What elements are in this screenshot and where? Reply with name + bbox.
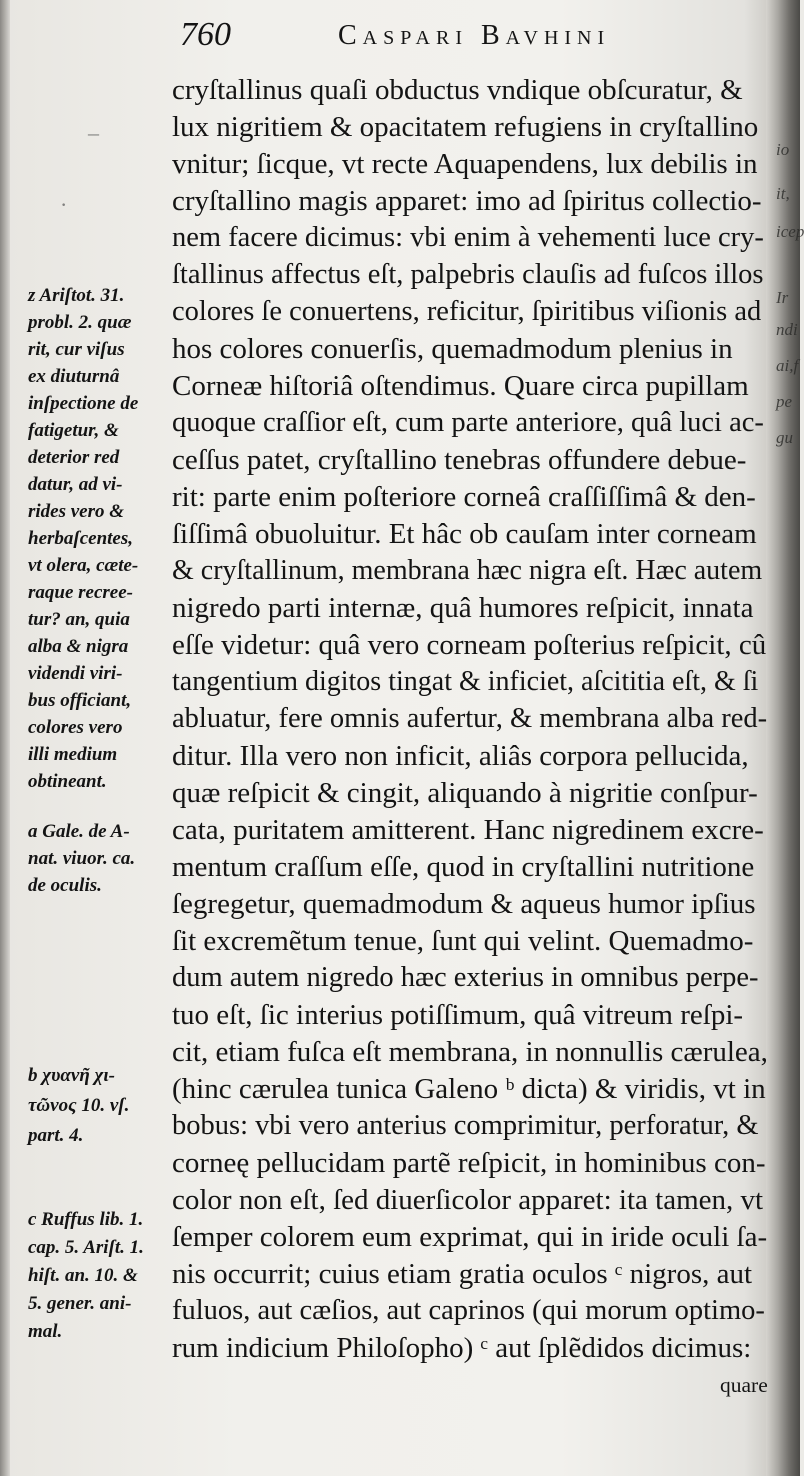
text-line: quæ reſpicit & cingit, aliquando à nigritie conſpur- — [172, 777, 758, 809]
text-line: lux nigritiem & opacitatem refugiens in cryſtallino — [172, 111, 759, 143]
text-line: nis occurrit; cuius etiam gratia oculos ᶜ nigros, aut — [172, 1258, 753, 1290]
margin-note-line: b χυανῆ χι- — [28, 1065, 115, 1086]
text-line: ſiſſimâ obuoluitur. Et hâc ob cauſam inter corneam — [172, 518, 757, 550]
text-line: ſit excremẽtum tenue, ſunt qui velint. Quemadmo- — [172, 925, 754, 957]
text-line: vnitur; ſicque, vt recte Aquapendens, lux debilis in — [172, 148, 758, 180]
text-line: ditur. Illa vero non inficit, aliâs corpora pellucida, — [172, 740, 749, 772]
text-line: & cryſtallinum, membrana hæc nigra eſt. Hæc autem — [172, 555, 763, 586]
margin-note-line: deterior red — [28, 447, 120, 468]
margin-note-line: probl. 2. quæ — [28, 312, 132, 333]
margin-note-line: 5. gener. ani- — [28, 1293, 132, 1314]
text-line: quoque craſſior eſt, cum parte anteriore, quâ luci ac- — [172, 407, 764, 438]
ink-speck: – — [88, 120, 99, 145]
text-line: fuluos, aut cæſios, aut caprinos (qui morum optimo- — [172, 1295, 765, 1326]
text-line: dum autem nigredo hæc exterius in omnibus perpe- — [172, 962, 759, 993]
page-header — [180, 14, 765, 62]
margin-note-line: colores vero — [28, 717, 123, 738]
margin-note-line: illi medium — [28, 744, 118, 765]
facing-page-fragment: pe — [776, 392, 793, 411]
ink-speck: · — [60, 192, 68, 217]
facing-page-fragment: icep — [776, 222, 804, 241]
facing-page-fragment: it, — [776, 184, 790, 203]
margin-note-line: bus officiant, — [28, 690, 132, 711]
margin-note-line: obtineant. — [28, 771, 107, 792]
facing-page-fragment: ndi — [776, 320, 798, 339]
text-line: Corneæ hiſtoriâ oſtendimus. Quare circa pupillam — [172, 370, 749, 402]
margin-note-line: de oculis. — [28, 875, 102, 896]
text-line: cit, etiam fuſca eſt membrana, in nonnullis cærulea, — [172, 1036, 768, 1068]
text-line: corneę pellucidam partẽ reſpicit, in hominibus con- — [172, 1147, 766, 1179]
margin-note-line: a Gale. de A- — [28, 821, 130, 842]
margin-note-line: rit, cur viſus — [28, 339, 125, 360]
margin-note-line: videndi viri- — [28, 663, 123, 684]
text-line: hos colores conuerſis, quemadmodum plenius in — [172, 333, 733, 365]
margin-note-line: cap. 5. Ariſt. 1. — [28, 1237, 144, 1258]
text-line: ſtallinus affectus eſt, palpebris clauſis ad fuſcos illos — [172, 259, 764, 290]
text-line: tangentium digitos tingat & inficiet, aſcititia eſt, & ſi — [172, 666, 759, 697]
text-line: rit: parte enim poſteriore corneâ craſſiſſimâ & den- — [172, 481, 756, 513]
margin-note-line: raque recree- — [28, 582, 133, 603]
text-line: color non eſt, ſed diuerſicolor apparet: ita tamen, vt — [172, 1184, 764, 1216]
text-line: nigredo parti internæ, quâ humores reſpicit, innata — [172, 592, 754, 624]
margin-note-line: vt olera, cæte- — [28, 555, 139, 576]
text-line: cata, puritatem amitterent. Hanc nigredinem excre- — [172, 814, 764, 846]
catchword: quare — [720, 1373, 768, 1397]
running-head: Caspari Bavhini — [338, 20, 611, 51]
text-line: ſemper colorem eum exprimat, qui in iride oculi ſa- — [172, 1221, 768, 1253]
binding-shadow-left — [0, 0, 10, 1476]
margin-note-line: part. 4. — [28, 1125, 84, 1146]
margin-note-line: ex diuturnâ — [28, 366, 120, 387]
text-line: colores ſe conuertens, reficitur, ſpiritibus viſionis ad — [172, 296, 762, 327]
facing-page-fragment: io — [776, 140, 790, 159]
page-number: 760 — [180, 16, 231, 53]
margin-note-line: hiſt. an. 10. & — [28, 1265, 138, 1286]
facing-page-fragment: ai,f — [776, 356, 799, 375]
margin-note-line: z Ariſtot. 31. — [28, 285, 125, 306]
text-line: tuo eſt, ſic interius potiſſimum, quâ vitreum reſpi- — [172, 999, 744, 1031]
margin-note-line: herbaſcentes, — [28, 528, 134, 549]
text-line: bobus: vbi vero anterius comprimitur, perforatur, & — [172, 1110, 759, 1141]
text-line: (hinc cærulea tunica Galeno ᵇ dicta) & viridis, vt in — [172, 1073, 766, 1105]
text-line: ſegregetur, quemadmodum & aqueus humor ipſius — [172, 888, 756, 920]
text-line: eſſe videtur: quâ vero corneam poſterius reſpicit, cû — [172, 629, 767, 661]
margin-note-line: mal. — [28, 1321, 63, 1342]
text-line: abluatur, fere omnis aufertur, & membrana alba red- — [172, 703, 768, 734]
text-line: ceſſus patet, cryſtallino tenebras offundere debue- — [172, 444, 747, 476]
facing-page-fragment: Ir — [776, 288, 789, 307]
margin-note-line: fatigetur, & — [28, 420, 119, 441]
margin-note-line: rides vero & — [28, 501, 125, 522]
margin-note-line: datur, ad vi- — [28, 474, 123, 495]
text-line: cryſtallino magis apparet: imo ad ſpiritus collectio- — [172, 185, 762, 217]
text-line: cryſtallinus quaſi obductus vndique obſcuratur, & — [172, 74, 743, 106]
margin-note-line: tur? an, quia — [28, 609, 130, 630]
text-line: nem facere dicimus: vbi enim à vehementi luce cry- — [172, 222, 764, 253]
text-line: rum indicium Philoſopho) ᶜ aut ſplẽdidos dicimus: — [172, 1332, 752, 1364]
margin-note-line: inſpectione de — [28, 393, 139, 414]
margin-note-line: alba & nigra — [28, 636, 129, 657]
margin-note-line: nat. viuor. ca. — [28, 848, 136, 869]
text-line: mentum craſſum eſſe, quod in cryſtallini nutritione — [172, 851, 755, 883]
facing-page-fragment: gu — [776, 428, 793, 447]
margin-note-line: τῶνος 10. vſ. — [28, 1095, 130, 1116]
margin-note-line: c Ruffus lib. 1. — [28, 1209, 144, 1230]
